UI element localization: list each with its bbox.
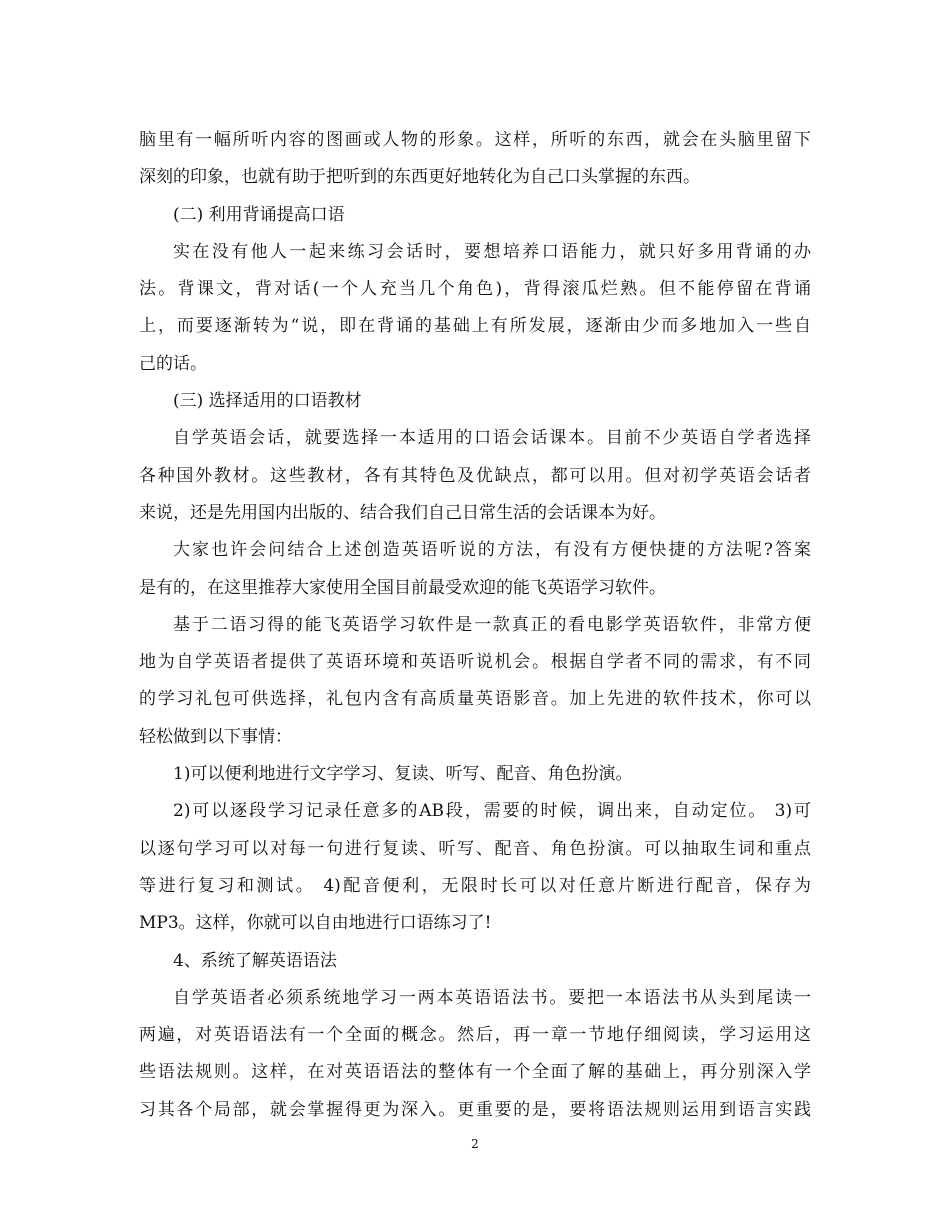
text-line: 法。背课文，背对话(一个人充当几个角色)，背得滚瓜烂熟。但不能停留在背诵 (139, 279, 811, 300)
text-line: 深刻的印象，也就有助于把听到的东西更好地转化为自己口头掌握的东西。 (139, 167, 700, 188)
text-line: (三) 选择适用的口语教材 (173, 391, 362, 412)
text-line: MP3。这样，你就可以自由地进行口语练习了! (139, 913, 492, 934)
text-line: (二) 利用背诵提高口语 (173, 204, 345, 225)
text-line: 上，而要逐渐转为“说，即在背诵的基础上有所发展，逐渐由少而多地加入一些自 (139, 316, 811, 337)
text-line: 4、系统了解英语语法 (173, 950, 337, 971)
text-line: 大家也许会问结合上述创造英语听说的方法，有没有方便快捷的方法呢?答案 (173, 540, 811, 561)
text-line: 等进行复习和测试。 4)配音便利，无限时长可以对任意片断进行配音，保存为 (139, 875, 811, 896)
document-body (139, 122, 811, 1129)
text-line: 以逐句学习可以对每一句进行复读、听写、配音、角色扮演。可以抽取生词和重点 (139, 838, 811, 859)
text-line: 2)可以逐段学习记录任意多的AB段，需要的时候，调出来，自动定位。 3)可 (173, 801, 811, 822)
page-number: 2 (471, 1137, 479, 1151)
text-line: 脑里有一幅所听内容的图画或人物的形象。这样，所听的东西，就会在头脑里留下 (139, 130, 811, 150)
text-line: 是有的，在这里推荐大家使用全国目前最受欢迎的能飞英语学习软件。 (139, 577, 666, 598)
text-line: 的学习礼包可供选择，礼包内含有高质量英语影音。加上先进的软件技术，你可以 (139, 689, 811, 710)
text-line: 己的话。 (139, 353, 207, 374)
text-line: 些语法规则。这样，在对英语语法的整体有一个全面了解的基础上，再分别深入学 (139, 1062, 811, 1083)
text-line: 各种国外教材。这些教材，各有其特色及优缺点，都可以用。但对初学英语会话者 (139, 465, 811, 486)
text-line: 习其各个局部，就会掌握得更为深入。更重要的是，要将语法规则运用到语言实践 (139, 1099, 811, 1120)
text-line: 轻松做到以下事情： (139, 726, 292, 747)
text-line: 实在没有他人一起来练习会话时，要想培养口语能力，就只好多用背诵的办 (173, 241, 811, 262)
text-line: 自学英语者必须系统地学习一两本英语语法书。要把一本语法书从头到尾读一 (173, 987, 811, 1008)
text-line: 1)可以便利地进行文字学习、复读、听写、配音、角色扮演。 (173, 764, 633, 785)
text-line: 两遍，对英语语法有一个全面的概念。然后，再一章一节地仔细阅读，学习运用这 (139, 1025, 811, 1046)
text-line: 地为自学英语者提供了英语环境和英语听说机会。根据自学者不同的需求，有不同 (139, 652, 811, 673)
text-line: 基于二语习得的能飞英语学习软件是一款真正的看电影学英语软件，非常方便 (173, 614, 811, 635)
text-line: 来说，还是先用国内出版的、结合我们自己日常生活的会话课本为好。 (139, 502, 666, 523)
text-line: 自学英语会话，就要选择一本适用的口语会话课本。目前不少英语自学者选择 (173, 428, 811, 449)
